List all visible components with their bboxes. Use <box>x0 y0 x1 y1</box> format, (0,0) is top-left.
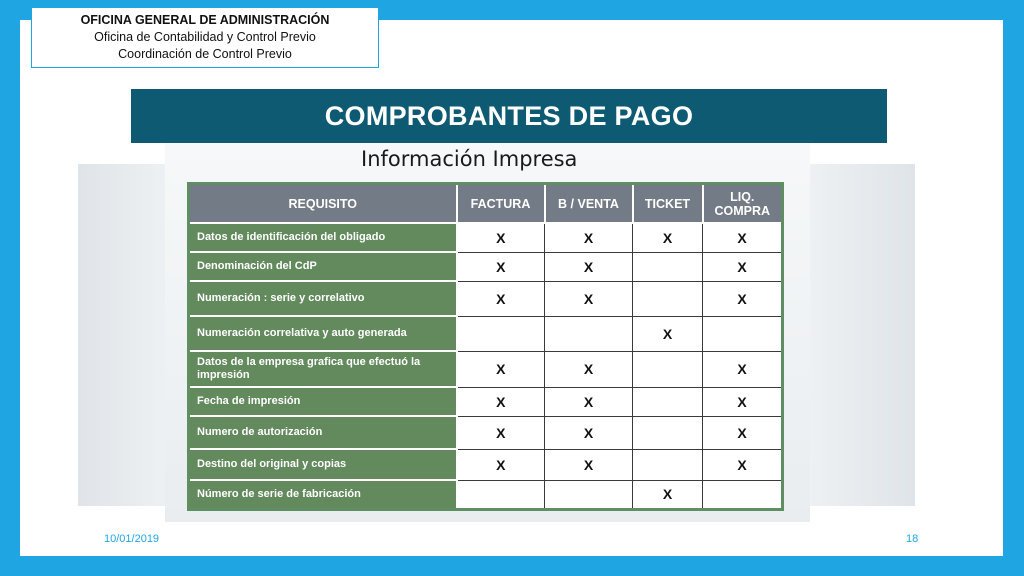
factura-mark: X <box>457 281 545 316</box>
liq-compra-mark: X <box>703 351 783 387</box>
ticket-mark <box>633 416 703 449</box>
column-header: REQUISITO <box>189 184 457 224</box>
column-header: LIQ. COMPRA <box>703 184 783 224</box>
liq-compra-mark: X <box>703 449 783 480</box>
slide-title: COMPROBANTES DE PAGO <box>131 89 887 143</box>
footer-date: 10/01/2019 <box>104 533 160 545</box>
ticket-mark <box>633 281 703 316</box>
column-header: TICKET <box>633 184 703 224</box>
ticket-mark <box>633 449 703 480</box>
table-row <box>189 449 783 480</box>
liq-compra-mark: X <box>703 416 783 449</box>
right-decor-panel <box>808 164 915 506</box>
page-number: 18 <box>906 533 919 545</box>
boleta-mark <box>545 316 633 351</box>
ticket-mark <box>633 252 703 281</box>
table-subtitle: Información Impresa <box>361 147 578 171</box>
table-header-row <box>189 184 783 224</box>
table-row <box>189 281 783 316</box>
requirement-label: Numero de autorización <box>189 416 457 449</box>
requirement-label: Numeración : serie y correlativo <box>189 281 457 316</box>
table-row <box>189 480 783 509</box>
factura-mark: X <box>457 416 545 449</box>
factura-mark: X <box>457 387 545 416</box>
boleta-mark: X <box>545 252 633 281</box>
boleta-mark: X <box>545 416 633 449</box>
liq-compra-mark: X <box>703 252 783 281</box>
office-line-3: Coordinación de Control Previo <box>118 47 292 61</box>
boleta-mark: X <box>545 351 633 387</box>
requirement-label: Denominación del CdP <box>189 252 457 281</box>
liq-compra-mark <box>703 480 783 509</box>
table-row <box>189 252 783 281</box>
column-header: FACTURA <box>457 184 545 224</box>
left-decor-panel <box>78 164 168 506</box>
office-line-2: Oficina de Contabilidad y Control Previo <box>94 30 316 44</box>
table-row <box>189 316 783 351</box>
ticket-mark <box>633 387 703 416</box>
liq-compra-mark: X <box>703 223 783 252</box>
office-line-1: OFICINA GENERAL DE ADMINISTRACIÓN <box>80 13 330 27</box>
requirement-label: Datos de identificación del obligado <box>189 223 457 252</box>
requirement-label: Datos de la empresa grafica que efectuó la impresión <box>189 351 457 387</box>
ticket-mark: X <box>633 316 703 351</box>
liq-compra-mark <box>703 316 783 351</box>
ticket-mark: X <box>633 480 703 509</box>
requirement-label: Numeración correlativa y auto generada <box>189 316 457 351</box>
table-row <box>189 387 783 416</box>
boleta-mark: X <box>545 449 633 480</box>
requirement-label: Destino del original y copias <box>189 449 457 480</box>
factura-mark <box>457 316 545 351</box>
factura-mark: X <box>457 449 545 480</box>
boleta-mark <box>545 480 633 509</box>
factura-mark: X <box>457 223 545 252</box>
table-row <box>189 223 783 252</box>
liq-compra-mark: X <box>703 281 783 316</box>
boleta-mark: X <box>545 281 633 316</box>
factura-mark: X <box>457 252 545 281</box>
requirement-label: Fecha de impresión <box>189 387 457 416</box>
requirements-table <box>187 182 784 511</box>
requirement-label: Número de serie de fabricación <box>189 480 457 509</box>
table-row <box>189 351 783 387</box>
table-row <box>189 416 783 449</box>
ticket-mark: X <box>633 223 703 252</box>
column-header: B / VENTA <box>545 184 633 224</box>
factura-mark: X <box>457 351 545 387</box>
boleta-mark: X <box>545 223 633 252</box>
factura-mark <box>457 480 545 509</box>
liq-compra-mark: X <box>703 387 783 416</box>
office-header-box <box>31 7 379 68</box>
ticket-mark <box>633 351 703 387</box>
boleta-mark: X <box>545 387 633 416</box>
